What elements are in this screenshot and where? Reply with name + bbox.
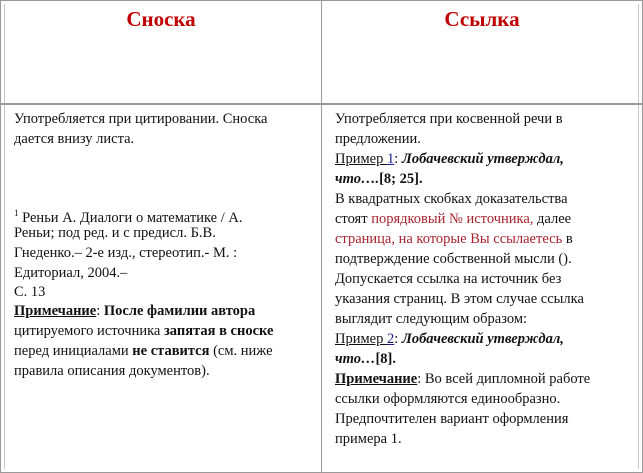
footnote-example: Гнеденко.– 2-е изд., стереотип.- М. : xyxy=(14,245,238,261)
explanation xyxy=(335,209,590,229)
explanation: Допускается ссылка на источник без xyxy=(335,271,562,287)
reference-note: Предпочтителен вариант оформления xyxy=(335,411,569,427)
reference-note: ссылки оформляются единообразно. xyxy=(335,391,561,407)
example-quote: что…. xyxy=(335,171,380,187)
highlight-text: страница, на которые Вы ссылаетесь xyxy=(335,231,563,247)
footnote-example: Реньи; под ред. и с предисл. Б.В. xyxy=(14,225,216,241)
reference-usage: Употребляется при косвенной речи в xyxy=(335,111,563,127)
footnote-note xyxy=(14,321,273,341)
sep: : xyxy=(394,331,402,347)
example-quote: что… xyxy=(335,351,376,367)
explanation xyxy=(335,229,590,249)
footnote-example: Едиториал, 2004.– xyxy=(14,265,128,281)
note-emphasis: запятая в сноске xyxy=(163,323,274,339)
example-quote: Лобачевский утверждал, xyxy=(401,331,564,347)
highlight-text: порядковый № источника, xyxy=(371,211,534,227)
example-1 xyxy=(335,169,590,189)
note-text: цитируемого источника xyxy=(14,323,164,339)
header-divider xyxy=(1,103,642,105)
footnote-example xyxy=(14,203,273,226)
header-footnote: Сноска xyxy=(126,7,196,31)
note-label: Примечание xyxy=(335,371,418,387)
sep: : xyxy=(417,371,425,387)
explanation-text: стоят xyxy=(335,211,372,227)
footnote-note xyxy=(14,341,273,361)
example-2 xyxy=(335,349,590,369)
footnote-usage: дается внизу листа. xyxy=(14,131,135,147)
footnote-note: правила описания документов). xyxy=(14,363,210,379)
note-label: Примечание xyxy=(14,303,97,319)
explanation: указания страниц. В этом случае ссылка xyxy=(335,291,584,307)
example-number: 2 xyxy=(386,331,395,347)
note-emphasis: не ставится xyxy=(132,343,210,359)
reference-usage: предложении. xyxy=(335,131,421,147)
example-1 xyxy=(335,149,590,169)
table-inner-border xyxy=(638,4,639,469)
explanation: выглядит следующим образом: xyxy=(335,311,528,327)
column-divider xyxy=(321,1,322,472)
example-text: Реньи А. Диалоги о математике / А. xyxy=(22,209,243,226)
note-text: (см. ниже xyxy=(209,343,273,359)
example-quote: Лобачевский утверждал, xyxy=(401,151,564,167)
explanation: В квадратных скобках доказательства xyxy=(335,191,568,207)
note-text: После фамилии автора xyxy=(103,303,256,319)
explanation-text: далее xyxy=(533,211,572,227)
reference-note: примера 1. xyxy=(335,431,402,447)
reference-cell xyxy=(335,109,590,449)
footnote-usage: Употребляется при цитировании. Сноска xyxy=(14,111,268,127)
example-citation: [8]. xyxy=(375,351,396,367)
example-label: Пример xyxy=(335,151,387,167)
note-sep: : xyxy=(96,303,104,319)
footnote-cell xyxy=(14,109,273,381)
note-text: Во всей дипломной работе xyxy=(424,371,591,387)
note-text: перед инициалами xyxy=(14,343,133,359)
example-number: 1 xyxy=(386,151,395,167)
example-2 xyxy=(335,329,590,349)
example-label: Пример xyxy=(335,331,387,347)
example-citation: [8; 25]. xyxy=(379,171,423,187)
explanation: подтверждение собственной мысли (). xyxy=(335,251,572,267)
header-reference: Ссылка xyxy=(444,7,520,31)
sep: : xyxy=(394,151,402,167)
reference-note xyxy=(335,369,590,389)
footnote-example: С. 13 xyxy=(14,284,46,300)
table-inner-border xyxy=(4,4,5,469)
explanation-text: в xyxy=(562,231,573,247)
footnote-note xyxy=(14,301,273,321)
footnote-mark: 1 xyxy=(14,208,19,218)
